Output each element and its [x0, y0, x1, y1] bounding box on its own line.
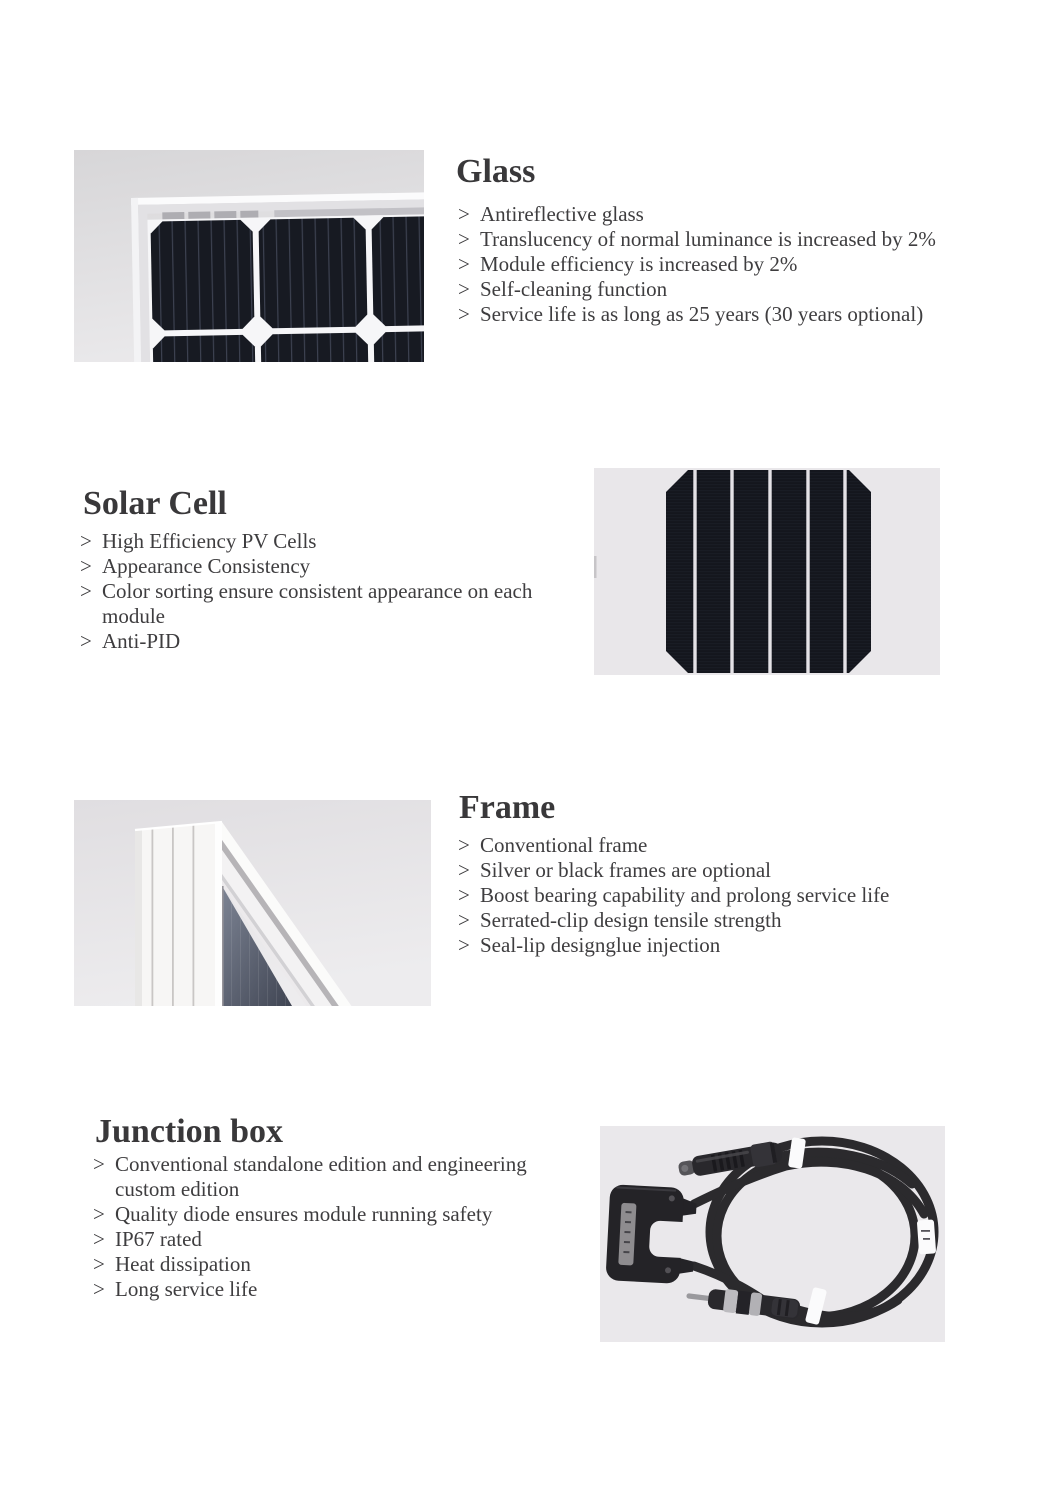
bullet-item [92, 1152, 537, 1202]
bullet-marker: > [458, 227, 470, 251]
bullet-text: High Efficiency PV Cells [102, 529, 317, 553]
bullet-marker: > [458, 202, 470, 226]
bullet-item [457, 227, 957, 252]
bullet-text: IP67 rated [115, 1227, 202, 1251]
bullet-marker: > [93, 1202, 105, 1226]
bullet-item [79, 554, 539, 579]
bullet-text: Anti-PID [102, 629, 181, 653]
glass-photo [74, 150, 424, 362]
junction-box-photo [600, 1126, 945, 1342]
bullet-text: Antireflective glass [480, 202, 644, 226]
bullet-text: Module efficiency is increased by 2% [480, 252, 798, 276]
bullet-item [79, 629, 539, 654]
bullet-item [457, 277, 957, 302]
frame-photo [74, 800, 431, 1006]
bullet-text: Appearance Consistency [102, 554, 311, 578]
frame-bar [135, 822, 222, 1006]
bullet-text: Seal-lip designglue injection [480, 933, 721, 957]
bullet-marker: > [80, 579, 92, 603]
bullet-text: Self-cleaning function [480, 277, 668, 301]
bullet-text: Service life is as long as 25 years (30 years optional) [480, 302, 924, 326]
bullet-item [92, 1252, 537, 1277]
bullet-item [92, 1202, 537, 1227]
glass-title: Glass [456, 153, 536, 190]
bullet-marker: > [458, 252, 470, 276]
bullet-item [457, 908, 977, 933]
bullet-text: Conventional frame [480, 833, 648, 857]
bullet-item [457, 252, 957, 277]
bullet-marker: > [80, 529, 92, 553]
bullet-text: Heat dissipation [115, 1252, 251, 1276]
bullet-text: Conventional standalone edition and engineering custom edition [115, 1152, 527, 1201]
bullet-text: Serrated-clip design tensile strength [480, 908, 782, 932]
bullet-marker: > [458, 277, 470, 301]
bullet-marker: > [458, 883, 470, 907]
frame-bullet-list [457, 833, 977, 958]
junction-box-body [605, 1184, 697, 1284]
bullet-marker: > [458, 302, 470, 326]
junction-box-title: Junction box [95, 1113, 283, 1150]
bullet-item [457, 833, 977, 858]
bullet-item [79, 529, 539, 554]
bullet-item [457, 933, 977, 958]
frame-title: Frame [459, 789, 556, 826]
solar-cell-bullet-list [79, 529, 539, 654]
bullet-marker: > [93, 1152, 105, 1176]
bullet-item [457, 302, 957, 327]
bullet-item [79, 579, 539, 629]
bullet-marker: > [93, 1277, 105, 1301]
bullet-marker: > [458, 933, 470, 957]
bullet-item [92, 1277, 537, 1302]
bullet-text: Silver or black frames are optional [480, 858, 771, 882]
bullet-marker: > [458, 908, 470, 932]
bullet-item [92, 1227, 537, 1252]
glass-photo-image [74, 150, 424, 362]
bullet-text: Translucency of normal luminance is increased by 2% [480, 227, 936, 251]
bullet-item [457, 202, 957, 227]
solar-cell-photo [594, 468, 940, 675]
bullet-item [457, 883, 977, 908]
bullet-item [457, 858, 977, 883]
junction-box-photo-image [600, 1126, 945, 1342]
frame-photo-image [74, 800, 431, 1006]
bullet-marker: > [93, 1227, 105, 1251]
glass-bullet-list [457, 202, 957, 327]
bullet-marker: > [80, 554, 92, 578]
junction-box-bullet-list [92, 1152, 537, 1302]
bullet-marker: > [80, 629, 92, 653]
bullet-marker: > [458, 833, 470, 857]
panel-corner [131, 192, 424, 362]
bullet-marker: > [93, 1252, 105, 1276]
solar-cell-photo-image [594, 468, 940, 675]
bullet-text: Long service life [115, 1277, 258, 1301]
bullet-text: Color sorting ensure consistent appearance on each module [102, 579, 533, 628]
bullet-text: Boost bearing capability and prolong service life [480, 883, 890, 907]
solar-cells [150, 216, 424, 362]
bullet-text: Quality diode ensures module running safety [115, 1202, 493, 1226]
bullet-marker: > [458, 858, 470, 882]
solar-cell-title: Solar Cell [83, 485, 227, 522]
